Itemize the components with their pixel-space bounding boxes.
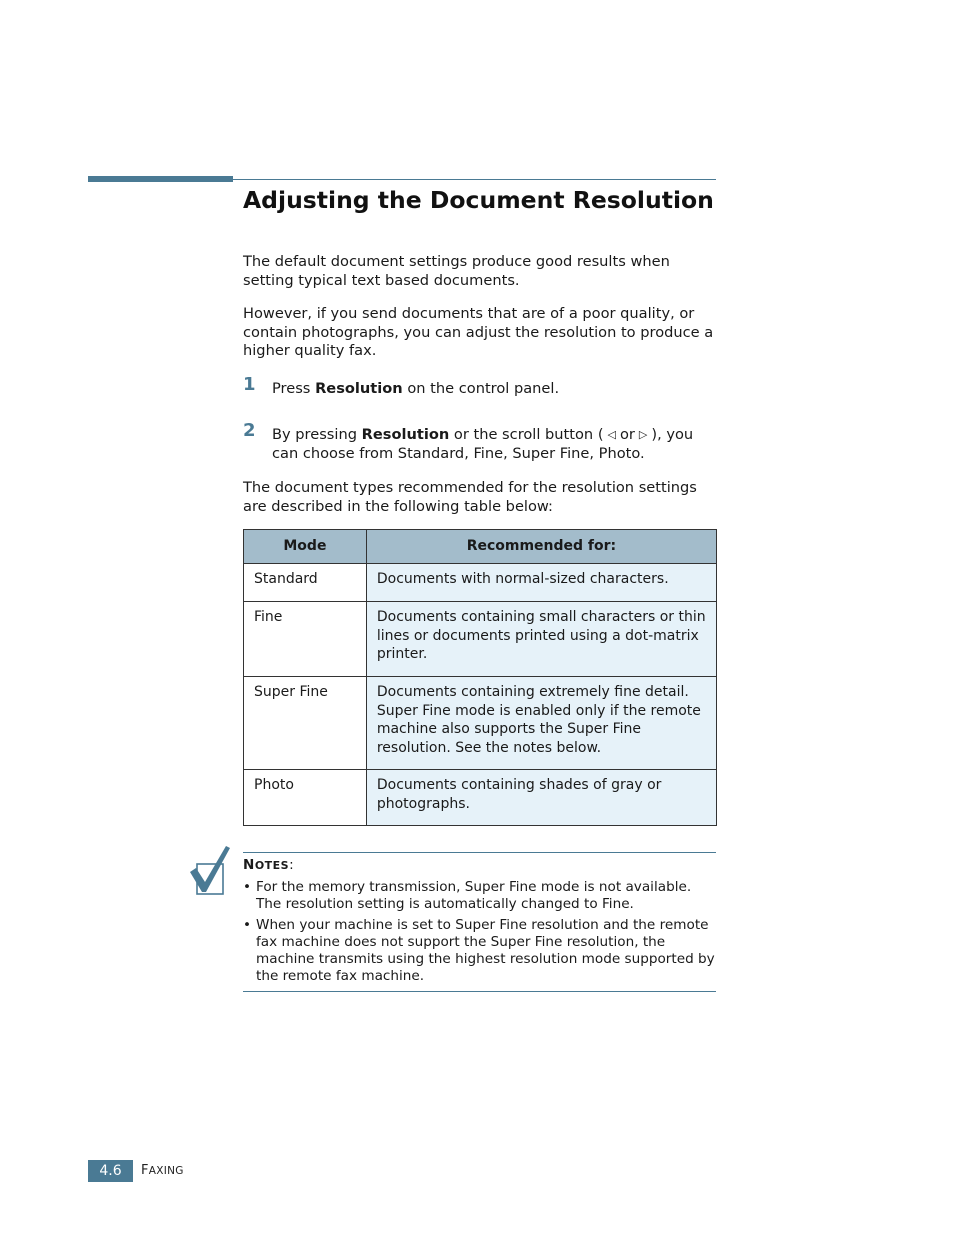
- list-item: • For the memory transmission, Super Fine mode is not available. The resolution setting is automatically changed to Fine.: [243, 879, 692, 913]
- notes-list: [243, 879, 716, 989]
- resolution-keyword: Resolution: [315, 380, 403, 397]
- mode-cell: Super Fine: [244, 677, 367, 770]
- column-header-recommended: Recommended for:: [366, 530, 716, 564]
- intro-paragraph-1: The default document settings produce good results when setting typical text based documents.: [243, 253, 670, 289]
- step-number: 1: [243, 374, 256, 395]
- table-row: [244, 564, 717, 602]
- mode-cell: Standard: [244, 564, 367, 602]
- table-row: [244, 677, 717, 770]
- description-cell: Documents containing small characters or thin lines or documents printed using a dot-matrix printer.: [366, 602, 716, 677]
- resolution-keyword: Resolution: [361, 426, 450, 443]
- list-item: • When your machine is set to Super Fine resolution and the remote fax machine does not support the Super Fine resolution, the machine transmits using the highest resolution mode supported by the remote fax machine.: [243, 916, 715, 985]
- bullet: •: [243, 916, 252, 933]
- step-number: 2: [243, 420, 256, 441]
- bullet: •: [243, 879, 252, 895]
- table-header-row: [244, 530, 717, 564]
- table-intro: The document types recommended for the resolution settings are described in the following table below:: [243, 479, 697, 515]
- notes-heading: NOTES:: [243, 857, 295, 873]
- description-cell: Documents containing extremely fine detail. Super Fine mode is enabled only if the remote machine also supports the Super Fine resolution. See the notes below.: [366, 677, 716, 770]
- checkmark-note-icon: [188, 844, 232, 898]
- page-title: Adjusting the Document Resolution: [243, 186, 714, 214]
- table-row: [244, 602, 717, 677]
- scroll-right-icon: ▷: [638, 428, 648, 441]
- mode-cell: Photo: [244, 770, 367, 826]
- mode-cell: Fine: [244, 602, 367, 677]
- step-text: Press Resolution on the control panel.: [272, 380, 560, 397]
- intro-paragraph-2: However, if you send documents that are of a poor quality, or contain photographs, you can adjust the resolution to produce a higher quality fax.: [243, 305, 714, 359]
- step-text: By pressing Resolution or the scroll button ( ◁ or ▷ ), you can choose from Standard, Fine, Super Fine, Photo.: [272, 426, 694, 462]
- description-cell: Documents with normal-sized characters.: [366, 564, 716, 602]
- notes-rule-bottom: [243, 991, 716, 992]
- chapter-label: FAXING: [141, 1163, 184, 1178]
- description-cell: Documents containing shades of gray or photographs.: [366, 770, 716, 826]
- resolution-table: [243, 529, 717, 826]
- notes-rule-top: [243, 852, 716, 853]
- scroll-left-icon: ◁: [607, 428, 616, 441]
- table-row: [244, 770, 717, 826]
- section-rule-thin: [233, 179, 716, 180]
- column-header-mode: Mode: [244, 530, 367, 564]
- section-rule-thick: [88, 176, 233, 182]
- page-number: 4.6: [88, 1160, 133, 1182]
